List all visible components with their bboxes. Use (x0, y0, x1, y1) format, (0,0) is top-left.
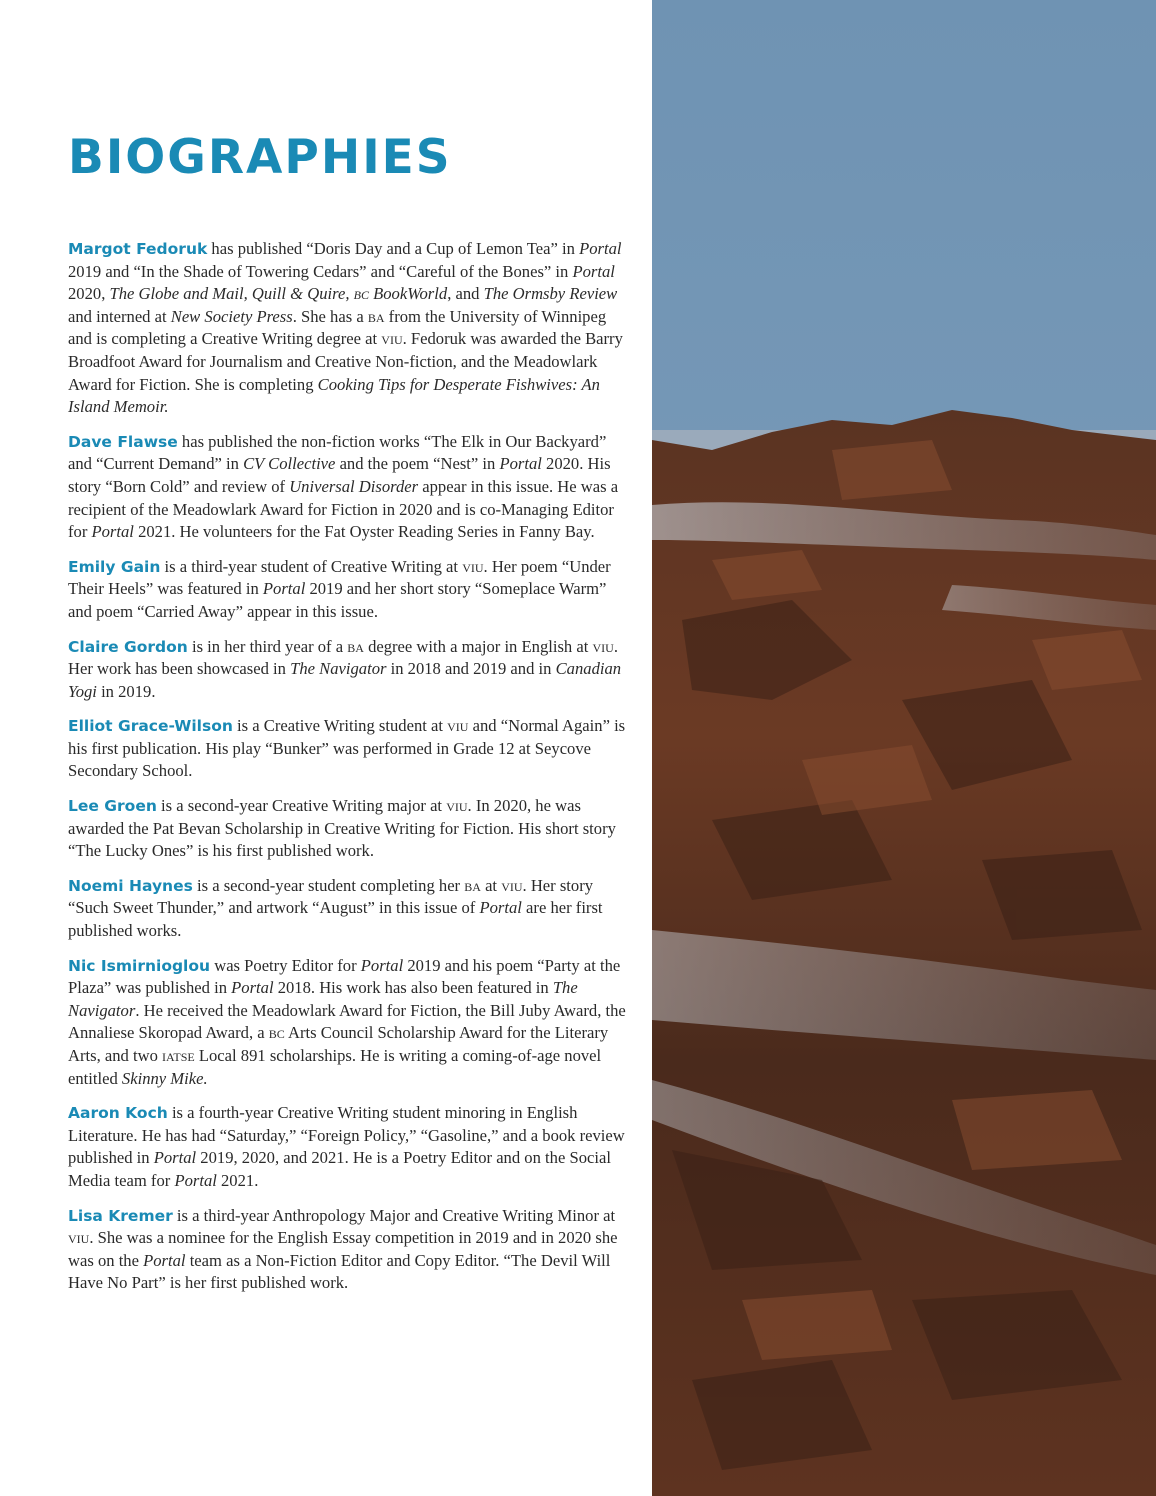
bio-name: Claire Gordon (68, 637, 188, 656)
bio-text: is a third-year student of Creative Writing at (160, 556, 463, 576)
bio-name: Elliot Grace-Wilson (68, 717, 233, 736)
bio-text: in 2018 and 2019 and in (386, 659, 556, 679)
bio-text: . She was a nominee for the English Essay competition in 2019 and in 2020 she was on the (68, 1228, 618, 1270)
photo-illustration (652, 0, 1156, 1496)
bio-text: has published the non-fiction works “The Elk in Our Backyard” and “Current Demand” in (68, 431, 607, 474)
bio-text: Portal (479, 898, 522, 918)
bio-text: viu (592, 636, 614, 656)
bio-text: Arts Council Scholarship Award for the Literary Arts, and two (68, 1023, 609, 1065)
bio-text: Portal (572, 261, 615, 281)
bio-text: and interned at (68, 306, 171, 326)
bio-text: Skinny Mike. (121, 1068, 208, 1088)
bio-paragraph (68, 1102, 628, 1192)
bio-paragraph (68, 795, 628, 863)
bio-text: Portal (91, 522, 134, 542)
bio-text: Canadian Yogi (68, 659, 622, 701)
bio-text: 2019 and his poem “Party at the Plaza” was published in (68, 955, 621, 998)
bio-paragraph (68, 238, 628, 419)
bio-text: . Her work has been showcased in (68, 636, 618, 679)
bio-text: viu (447, 716, 469, 736)
bio-text: is a second-year student completing her (192, 875, 465, 895)
bio-text: BookWorld (368, 284, 448, 304)
bio-text: and the poem “Nest” in (335, 454, 500, 474)
bio-text: viu (446, 796, 468, 816)
bio-name: Lisa Kremer (68, 1206, 173, 1225)
bio-text: are her first published works. (68, 898, 603, 941)
bio-text: Universal Disorder (289, 476, 419, 496)
bio-text: iatse (162, 1046, 195, 1065)
bio-paragraph (68, 715, 628, 783)
bio-text: Portal (153, 1148, 197, 1168)
bio-text: 2020. His story “Born Cold” and review of (68, 454, 611, 496)
bio-text: Portal (499, 454, 542, 474)
bio-text: viu (68, 1228, 90, 1248)
bio-paragraph (68, 431, 628, 544)
bio-text: . Fedoruk was awarded the Barry Broadfoot Award for Journalism and Creative Non-fiction, and the Meadowlark Award for Fiction. She is completing (68, 329, 623, 394)
bio-text: Portal (231, 978, 274, 998)
bio-text: degree with a major in English at (363, 636, 593, 656)
bio-paragraph (68, 636, 628, 704)
bio-text: viu (381, 329, 403, 349)
bio-text: 2020, (68, 284, 110, 304)
bio-text: New Society Press (170, 306, 293, 326)
bio-name: Emily Gain (68, 557, 161, 576)
bio-text: 2019 and “In the Shade of Towering Cedars” and “Careful of the Bones” in (68, 261, 573, 281)
bio-paragraph (68, 875, 628, 943)
bio-name: Dave Flawse (68, 432, 178, 451)
bio-text: . Her story “Such Sweet Thunder,” and artwork “August” in this issue of (68, 875, 594, 918)
bio-text: The Globe and Mail, Quill & Quire, (109, 284, 354, 304)
page-title: BIOGRAPHIES (68, 130, 452, 185)
bio-text: is a second-year Creative Writing major at (156, 796, 447, 816)
coastal-rocks-photo (652, 0, 1156, 1496)
bio-text: , and (447, 284, 484, 304)
bio-text: has published “Doris Day and a Cup of Lemon Tea” in (207, 239, 580, 258)
bio-text: bc (268, 1023, 285, 1043)
bio-list (68, 238, 628, 1307)
bio-name: Aaron Koch (68, 1104, 168, 1123)
bio-text: . He received the Meadowlark Award for Fiction, the Bill Juby Award, the Annaliese Skoropad Award, a (68, 1000, 626, 1043)
bio-text: CV Collective (243, 454, 336, 474)
bio-paragraph (68, 1205, 628, 1295)
bio-text: The Navigator (290, 659, 387, 679)
bio-text: is a Creative Writing student at (232, 716, 448, 736)
bio-text: 2018. His work has also been featured in (273, 978, 553, 998)
bio-text: Portal (143, 1250, 186, 1270)
bio-name: Margot Fedoruk (68, 240, 208, 258)
bio-text: is in her third year of a (187, 636, 348, 656)
bio-text: . She has a (292, 306, 368, 326)
bio-paragraph (68, 955, 628, 1091)
bio-text: Portal (174, 1170, 217, 1190)
bio-text: 2019 and her short story “Someplace Warm” and poem “Carried Away” appear in this issue. (68, 579, 607, 621)
bio-text: and “Normal Again” is his first publication. His play “Bunker” was performed in Grade 12 at Seycove Secondary School. (68, 716, 626, 781)
bio-text: ba (464, 875, 481, 895)
bio-text: is a third-year Anthropology Major and Creative Writing Minor at (172, 1205, 616, 1225)
bio-text: The Navigator (68, 978, 578, 1020)
bio-paragraph (68, 556, 628, 624)
bio-text: Portal (262, 579, 306, 599)
bio-text: . Her poem “Under Their Heels” was featured in (68, 556, 611, 599)
bio-text: at (480, 875, 502, 895)
bio-text: team as a Non-Fiction Editor and Copy Editor. “The Devil Will Have No Part” is her first published work. (68, 1250, 611, 1293)
bio-text: . In 2020, he was awarded the Pat Bevan Scholarship in Creative Writing for Fiction. His short story “The Lucky Ones” is his first published work. (68, 796, 616, 861)
bio-text: Cooking Tips for Desperate Fishwives: An Island Memoir. (68, 374, 600, 417)
bio-text: viu (462, 556, 484, 576)
bio-text: 2019, 2020, and 2021. He is a Poetry Editor and on the Social Media team for (68, 1148, 611, 1190)
bio-text: Portal (579, 239, 622, 258)
bio-text: Portal (360, 955, 404, 975)
bio-text: viu (501, 875, 523, 895)
bio-text: is a fourth-year Creative Writing student minoring in English Literature. He has had “Saturday,” “Foreign Policy,” “Gasoline,” and a book review published in (68, 1103, 625, 1168)
bio-text: ba (367, 306, 385, 326)
bio-text: bc (353, 284, 369, 304)
bio-text: 2021. (216, 1170, 259, 1190)
bio-name: Nic Ismirnioglou (68, 956, 211, 975)
bio-text: ba (347, 636, 364, 656)
bio-text: was Poetry Editor for (210, 955, 361, 975)
bio-text: Local 891 scholarships. He is writing a coming-of-age novel entitled (68, 1046, 602, 1088)
bio-text: The Ormsby Review (483, 284, 618, 304)
bio-name: Lee Groen (68, 797, 157, 816)
bio-text: from the University of Winnipeg and is completing a Creative Writing degree at (68, 306, 607, 349)
bio-text: 2021. He volunteers for the Fat Oyster Reading Series in Fanny Bay. (133, 522, 595, 542)
bio-text: in 2019. (96, 681, 156, 701)
bio-name: Noemi Haynes (68, 876, 193, 895)
bio-text: appear in this issue. He was a recipient of the Meadowlark Award for Fiction in 2020 and is co-Managing Editor for (68, 476, 619, 542)
